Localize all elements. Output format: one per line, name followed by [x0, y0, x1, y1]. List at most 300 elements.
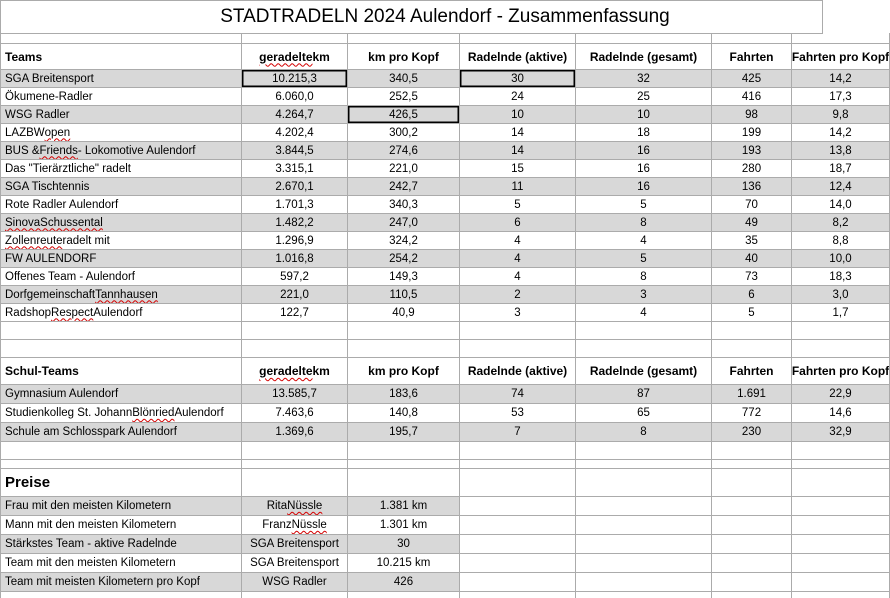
teams-header-cell[interactable] [242, 44, 348, 70]
text-segment: km [312, 364, 330, 378]
prize-label-cell[interactable] [0, 535, 242, 554]
teams-value-cell[interactable]: 3 [576, 286, 712, 304]
teams-value-cell[interactable]: 4.264,7 [242, 106, 348, 124]
teams-row [0, 124, 890, 142]
school-header-cell[interactable] [0, 358, 242, 385]
misspelled-word: Tannhausen [95, 288, 158, 301]
teams-row [0, 160, 890, 178]
teams-value-cell[interactable]: 199 [712, 124, 792, 142]
prize-value-cell[interactable]: 1.381 km [348, 497, 460, 516]
teams-value-cell[interactable]: 8,2 [792, 214, 890, 232]
text-segment: Radshop [5, 306, 52, 319]
prize-row [0, 573, 890, 592]
spacer-row [0, 340, 890, 358]
empty-cell [576, 535, 712, 554]
teams-row [0, 88, 890, 106]
teams-value-cell[interactable]: 247,0 [348, 214, 460, 232]
teams-value-cell[interactable]: 242,7 [348, 178, 460, 196]
text-segment: Aulendorf [174, 407, 224, 419]
empty-cell [712, 442, 792, 460]
text-segment: Fahrten pro Kopf [792, 364, 890, 378]
teams-value-cell[interactable]: 122,7 [242, 304, 348, 322]
text-segment: km pro Kopf [368, 364, 439, 378]
spacer-row [0, 460, 890, 469]
school-value-cell[interactable]: 8 [576, 423, 712, 442]
teams-value-cell[interactable]: 136 [712, 178, 792, 196]
school-name-cell[interactable] [0, 423, 242, 442]
school-value-cell[interactable]: 7 [460, 423, 576, 442]
teams-value-cell[interactable]: 13,8 [792, 142, 890, 160]
empty-cell [460, 33, 576, 44]
text-segment: Teams [5, 49, 43, 64]
teams-name-cell[interactable] [0, 178, 242, 196]
text-segment: Team mit den meisten Kilometern [5, 557, 176, 569]
teams-value-cell[interactable]: 14,2 [792, 70, 890, 88]
teams-value-cell[interactable]: 324,2 [348, 232, 460, 250]
empty-cell [792, 592, 890, 598]
teams-value-cell[interactable]: 2.670,1 [242, 178, 348, 196]
school-value-cell[interactable]: 1.691 [712, 385, 792, 404]
empty-cell [792, 33, 890, 44]
empty-cell [712, 322, 792, 340]
teams-value-cell[interactable]: 4 [460, 250, 576, 268]
text-segment: Team mit meisten Kilometern pro Kopf [5, 576, 200, 588]
text-segment: Dorfgemeinschaft [5, 288, 96, 301]
empty-cell [576, 554, 712, 573]
school-row [0, 385, 890, 404]
teams-value-cell[interactable]: 5 [576, 196, 712, 214]
empty-cell [242, 340, 348, 358]
empty-cell [576, 592, 712, 598]
empty-cell [792, 469, 890, 497]
empty-cell [712, 340, 792, 358]
text-segment: - Lokomotive Aulendorf [77, 144, 196, 157]
teams-name-cell[interactable] [0, 106, 242, 124]
prize-label-cell[interactable] [0, 554, 242, 573]
school-name-cell[interactable] [0, 404, 242, 423]
school-row [0, 423, 890, 442]
teams-name-cell[interactable] [0, 214, 242, 232]
empty-cell [712, 33, 792, 44]
misspelled-word: geradelte [259, 49, 313, 64]
prize-row [0, 535, 890, 554]
empty-cell [348, 442, 460, 460]
text-segment: Rita [266, 500, 288, 512]
teams-name-cell[interactable] [0, 124, 242, 142]
empty-cell [348, 322, 460, 340]
text-segment: WSG Radler [262, 576, 327, 588]
title-row [0, 0, 890, 33]
teams-value-cell[interactable]: 340,3 [348, 196, 460, 214]
teams-value-cell[interactable]: 10,0 [792, 250, 890, 268]
teams-value-cell[interactable]: 15 [460, 160, 576, 178]
empty-cell [576, 573, 712, 592]
text-segment: Ökumene-Radler [5, 90, 93, 103]
empty-cell [0, 322, 242, 340]
teams-value-cell[interactable]: 221,0 [348, 160, 460, 178]
teams-row [0, 106, 890, 124]
empty-cell [348, 33, 460, 44]
empty-cell [792, 442, 890, 460]
teams-name-cell[interactable] [0, 304, 242, 322]
prize-label-cell[interactable] [0, 573, 242, 592]
text-segment: Mann mit den meisten Kilometern [5, 519, 177, 531]
teams-value-cell[interactable]: 6 [712, 286, 792, 304]
empty-cell [460, 442, 576, 460]
text-segment: km [312, 49, 330, 64]
teams-value-cell[interactable]: 416 [712, 88, 792, 106]
teams-value-cell[interactable]: 597,2 [242, 268, 348, 286]
school-header-cell[interactable] [792, 358, 890, 385]
empty-cell [460, 516, 576, 535]
text-segment: SGA Breitensport [250, 557, 339, 569]
teams-value-cell[interactable]: 426,5 [348, 106, 460, 124]
teams-value-cell[interactable]: 4 [576, 304, 712, 322]
text-segment: BUS & [5, 144, 40, 157]
prize-winner-cell[interactable] [242, 516, 348, 535]
text-segment: Gymnasium Aulendorf [5, 388, 119, 400]
empty-cell [792, 554, 890, 573]
empty-cell [460, 497, 576, 516]
empty-cell [576, 340, 712, 358]
spacer-row [0, 442, 890, 460]
text-segment: FW AULENDORF [5, 252, 97, 265]
teams-value-cell[interactable]: 98 [712, 106, 792, 124]
teams-header-cell[interactable] [712, 44, 792, 70]
teams-value-cell[interactable]: 10.215,3 [242, 70, 348, 88]
text-segment: Radelnde (aktive) [467, 49, 568, 64]
prize-winner-cell[interactable] [242, 535, 348, 554]
school-value-cell[interactable]: 183,6 [348, 385, 460, 404]
empty-cell [0, 33, 242, 44]
empty-cell [792, 322, 890, 340]
prize-label-cell[interactable] [0, 497, 242, 516]
empty-cell [460, 322, 576, 340]
teams-value-cell[interactable]: 14 [460, 142, 576, 160]
empty-cell [792, 516, 890, 535]
misspelled-word: Zollenreute [5, 234, 63, 247]
prizes-header-row [0, 469, 890, 497]
teams-value-cell[interactable]: 5 [460, 196, 576, 214]
empty-cell [348, 469, 460, 497]
teams-value-cell[interactable]: 3 [460, 304, 576, 322]
teams-value-cell[interactable]: 252,5 [348, 88, 460, 106]
empty-cell [348, 460, 460, 469]
prize-winner-cell[interactable] [242, 573, 348, 592]
misspelled-word: Blönried [132, 407, 175, 419]
teams-value-cell[interactable]: 24 [460, 88, 576, 106]
school-value-cell[interactable]: 32,9 [792, 423, 890, 442]
teams-value-cell[interactable]: 1,7 [792, 304, 890, 322]
teams-value-cell[interactable]: 40,9 [348, 304, 460, 322]
prize-label-cell[interactable] [0, 516, 242, 535]
teams-value-cell[interactable]: 110,5 [348, 286, 460, 304]
teams-value-cell[interactable]: 340,5 [348, 70, 460, 88]
prizes-section-title: Preise [0, 469, 242, 497]
prize-value-cell[interactable]: 30 [348, 535, 460, 554]
empty-cell [792, 535, 890, 554]
empty-cell [712, 554, 792, 573]
text-segment: Stärkstes Team - aktive Radelnde [5, 538, 177, 550]
teams-value-cell[interactable]: 1.482,2 [242, 214, 348, 232]
teams-row [0, 70, 890, 88]
teams-value-cell[interactable]: 254,2 [348, 250, 460, 268]
teams-value-cell[interactable]: 10 [460, 106, 576, 124]
empty-cell [460, 460, 576, 469]
misspelled-word: open [44, 126, 71, 139]
empty-cell [460, 573, 576, 592]
teams-value-cell[interactable]: 300,2 [348, 124, 460, 142]
teams-name-cell[interactable] [0, 70, 242, 88]
empty-cell [712, 460, 792, 469]
school-value-cell[interactable]: 230 [712, 423, 792, 442]
teams-header-cell[interactable] [0, 44, 242, 70]
teams-value-cell[interactable]: 1.296,9 [242, 232, 348, 250]
empty-cell [0, 340, 242, 358]
empty-cell [792, 340, 890, 358]
empty-cell [460, 340, 576, 358]
teams-value-cell[interactable]: 1.701,3 [242, 196, 348, 214]
teams-row [0, 232, 890, 250]
teams-value-cell[interactable]: 1.016,8 [242, 250, 348, 268]
school-value-cell[interactable]: 7.463,6 [242, 404, 348, 423]
empty-cell [242, 322, 348, 340]
empty-cell [460, 469, 576, 497]
empty-cell [712, 592, 792, 598]
school-value-cell[interactable]: 1.369,6 [242, 423, 348, 442]
teams-value-cell[interactable]: 6 [460, 214, 576, 232]
school-value-cell[interactable]: 87 [576, 385, 712, 404]
empty-cell [348, 592, 460, 598]
teams-row [0, 286, 890, 304]
teams-row [0, 250, 890, 268]
teams-value-cell[interactable]: 3.844,5 [242, 142, 348, 160]
teams-value-cell[interactable]: 5 [576, 250, 712, 268]
teams-value-cell[interactable]: 18,3 [792, 268, 890, 286]
school-value-cell[interactable]: 13.585,7 [242, 385, 348, 404]
empty-cell [712, 469, 792, 497]
teams-value-cell[interactable]: 18,7 [792, 160, 890, 178]
empty-cell [576, 322, 712, 340]
teams-value-cell[interactable]: 274,6 [348, 142, 460, 160]
text-segment: Frau mit den meisten Kilometern [5, 500, 172, 512]
school-header-cell[interactable] [460, 358, 576, 385]
school-header-row [0, 358, 890, 385]
text-segment: Radelnde (gesamt) [589, 364, 698, 378]
teams-value-cell[interactable]: 2 [460, 286, 576, 304]
text-segment: Fahrten pro Kopf [792, 49, 890, 64]
teams-value-cell[interactable]: 4 [460, 268, 576, 286]
text-segment: Fahrten [729, 364, 774, 378]
school-value-cell[interactable]: 74 [460, 385, 576, 404]
text-segment: Offenes Team - Aulendorf [5, 270, 135, 283]
school-row [0, 404, 890, 423]
teams-value-cell[interactable]: 193 [712, 142, 792, 160]
school-value-cell[interactable]: 195,7 [348, 423, 460, 442]
teams-value-cell[interactable]: 25 [576, 88, 712, 106]
text-segment: Aulendorf [93, 306, 143, 319]
school-name-cell[interactable] [0, 385, 242, 404]
teams-value-cell[interactable]: 18 [576, 124, 712, 142]
empty-cell [0, 442, 242, 460]
empty-cell [576, 469, 712, 497]
teams-header-cell[interactable] [348, 44, 460, 70]
empty-cell [460, 554, 576, 573]
teams-name-cell[interactable] [0, 142, 242, 160]
teams-value-cell[interactable]: 32 [576, 70, 712, 88]
spacer-row [0, 322, 890, 340]
teams-value-cell[interactable]: 5 [712, 304, 792, 322]
empty-cell [576, 460, 712, 469]
empty-cell [792, 497, 890, 516]
teams-row [0, 304, 890, 322]
empty-cell [242, 469, 348, 497]
text-segment: radelt mit [62, 234, 110, 247]
teams-value-cell[interactable]: 14,0 [792, 196, 890, 214]
teams-value-cell[interactable]: 3.315,1 [242, 160, 348, 178]
teams-value-cell[interactable]: 8,8 [792, 232, 890, 250]
empty-cell [792, 573, 890, 592]
prize-row [0, 554, 890, 573]
teams-row [0, 214, 890, 232]
teams-value-cell[interactable]: 73 [712, 268, 792, 286]
empty-cell [242, 460, 348, 469]
school-value-cell[interactable]: 14,6 [792, 404, 890, 423]
misspelled-word: Sinova [5, 216, 41, 229]
school-header-cell[interactable] [348, 358, 460, 385]
teams-value-cell[interactable]: 4 [576, 232, 712, 250]
teams-name-cell[interactable] [0, 196, 242, 214]
teams-value-cell[interactable]: 221,0 [242, 286, 348, 304]
teams-value-cell[interactable]: 9,8 [792, 106, 890, 124]
text-segment: SGA Tischtennis [5, 180, 90, 193]
teams-value-cell[interactable]: 4 [460, 232, 576, 250]
text-segment: Rote Radler Aulendorf [5, 198, 119, 211]
school-header-cell[interactable] [576, 358, 712, 385]
teams-name-cell[interactable] [0, 286, 242, 304]
teams-value-cell[interactable]: 4.202,4 [242, 124, 348, 142]
teams-name-cell[interactable] [0, 268, 242, 286]
empty-cell [348, 340, 460, 358]
spacer-row [0, 33, 890, 44]
teams-value-cell[interactable]: 10 [576, 106, 712, 124]
empty-cell [242, 33, 348, 44]
text-segment: Fahrten [729, 49, 774, 64]
teams-header-cell[interactable] [576, 44, 712, 70]
teams-value-cell[interactable]: 425 [712, 70, 792, 88]
teams-value-cell[interactable]: 30 [460, 70, 576, 88]
empty-cell [712, 497, 792, 516]
text-segment: LAZBW [5, 126, 45, 139]
teams-value-cell[interactable]: 3,0 [792, 286, 890, 304]
teams-row [0, 142, 890, 160]
text-segment: km pro Kopf [368, 49, 439, 64]
teams-value-cell[interactable]: 12,4 [792, 178, 890, 196]
teams-value-cell[interactable]: 17,3 [792, 88, 890, 106]
teams-value-cell[interactable]: 70 [712, 196, 792, 214]
teams-value-cell[interactable]: 35 [712, 232, 792, 250]
misspelled-word: Friends [39, 144, 78, 157]
teams-header-row [0, 44, 890, 70]
empty-cell [712, 516, 792, 535]
teams-header-cell[interactable] [460, 44, 576, 70]
teams-value-cell[interactable]: 8 [576, 214, 712, 232]
teams-value-cell[interactable]: 6.060,0 [242, 88, 348, 106]
school-header-cell[interactable] [712, 358, 792, 385]
text-segment: Schul-Teams [5, 364, 79, 378]
school-value-cell[interactable]: 22,9 [792, 385, 890, 404]
school-value-cell[interactable]: 65 [576, 404, 712, 423]
teams-value-cell[interactable]: 16 [576, 178, 712, 196]
prize-winner-cell[interactable] [242, 497, 348, 516]
teams-row [0, 196, 890, 214]
teams-value-cell[interactable]: 280 [712, 160, 792, 178]
school-header-cell[interactable] [242, 358, 348, 385]
text-segment: SGA Breitensport [5, 72, 94, 85]
teams-header-cell[interactable] [792, 44, 890, 70]
empty-cell [712, 535, 792, 554]
text-segment: Das "Tierärztliche" radelt [5, 162, 131, 175]
empty-cell [0, 592, 242, 598]
empty-cell [576, 442, 712, 460]
text-segment: Radelnde (gesamt) [589, 49, 698, 64]
teams-value-cell[interactable]: 16 [576, 160, 712, 178]
misspelled-word: geradelte [259, 364, 313, 378]
misspelled-word: Respect [51, 306, 94, 319]
page-title: STADTRADELN 2024 Aulendorf - Zusammenfassung [220, 6, 670, 27]
misspelled-word: Nüssle [287, 500, 323, 512]
teams-value-cell[interactable]: 14,2 [792, 124, 890, 142]
school-value-cell[interactable]: 140,8 [348, 404, 460, 423]
teams-value-cell[interactable]: 49 [712, 214, 792, 232]
prize-winner-cell[interactable] [242, 554, 348, 573]
teams-value-cell[interactable]: 14 [460, 124, 576, 142]
prize-value-cell[interactable]: 426 [348, 573, 460, 592]
empty-cell [0, 460, 242, 469]
sheet-grid [0, 33, 890, 598]
empty-cell [242, 442, 348, 460]
prize-row [0, 516, 890, 535]
prize-row [0, 497, 890, 516]
misspelled-word: Nüssle [291, 519, 327, 531]
text-segment: SGA Breitensport [250, 538, 339, 550]
teams-row [0, 268, 890, 286]
prize-value-cell[interactable]: 1.301 km [348, 516, 460, 535]
teams-value-cell[interactable]: 11 [460, 178, 576, 196]
text-segment: Franz [262, 519, 292, 531]
teams-name-cell[interactable] [0, 250, 242, 268]
teams-name-cell[interactable] [0, 232, 242, 250]
teams-value-cell[interactable]: 149,3 [348, 268, 460, 286]
school-value-cell[interactable]: 53 [460, 404, 576, 423]
teams-row [0, 178, 890, 196]
empty-cell [792, 460, 890, 469]
empty-cell [576, 516, 712, 535]
text-segment: Studienkolleg St. Johann [5, 407, 133, 419]
teams-value-cell[interactable]: 16 [576, 142, 712, 160]
empty-cell [460, 535, 576, 554]
teams-name-cell[interactable] [0, 88, 242, 106]
empty-cell [576, 497, 712, 516]
school-value-cell[interactable]: 772 [712, 404, 792, 423]
teams-value-cell[interactable]: 40 [712, 250, 792, 268]
text-segment: Radelnde (aktive) [467, 364, 568, 378]
empty-cell [242, 592, 348, 598]
empty-cell [712, 573, 792, 592]
prize-value-cell[interactable]: 10.215 km [348, 554, 460, 573]
teams-name-cell[interactable] [0, 160, 242, 178]
teams-value-cell[interactable]: 8 [576, 268, 712, 286]
